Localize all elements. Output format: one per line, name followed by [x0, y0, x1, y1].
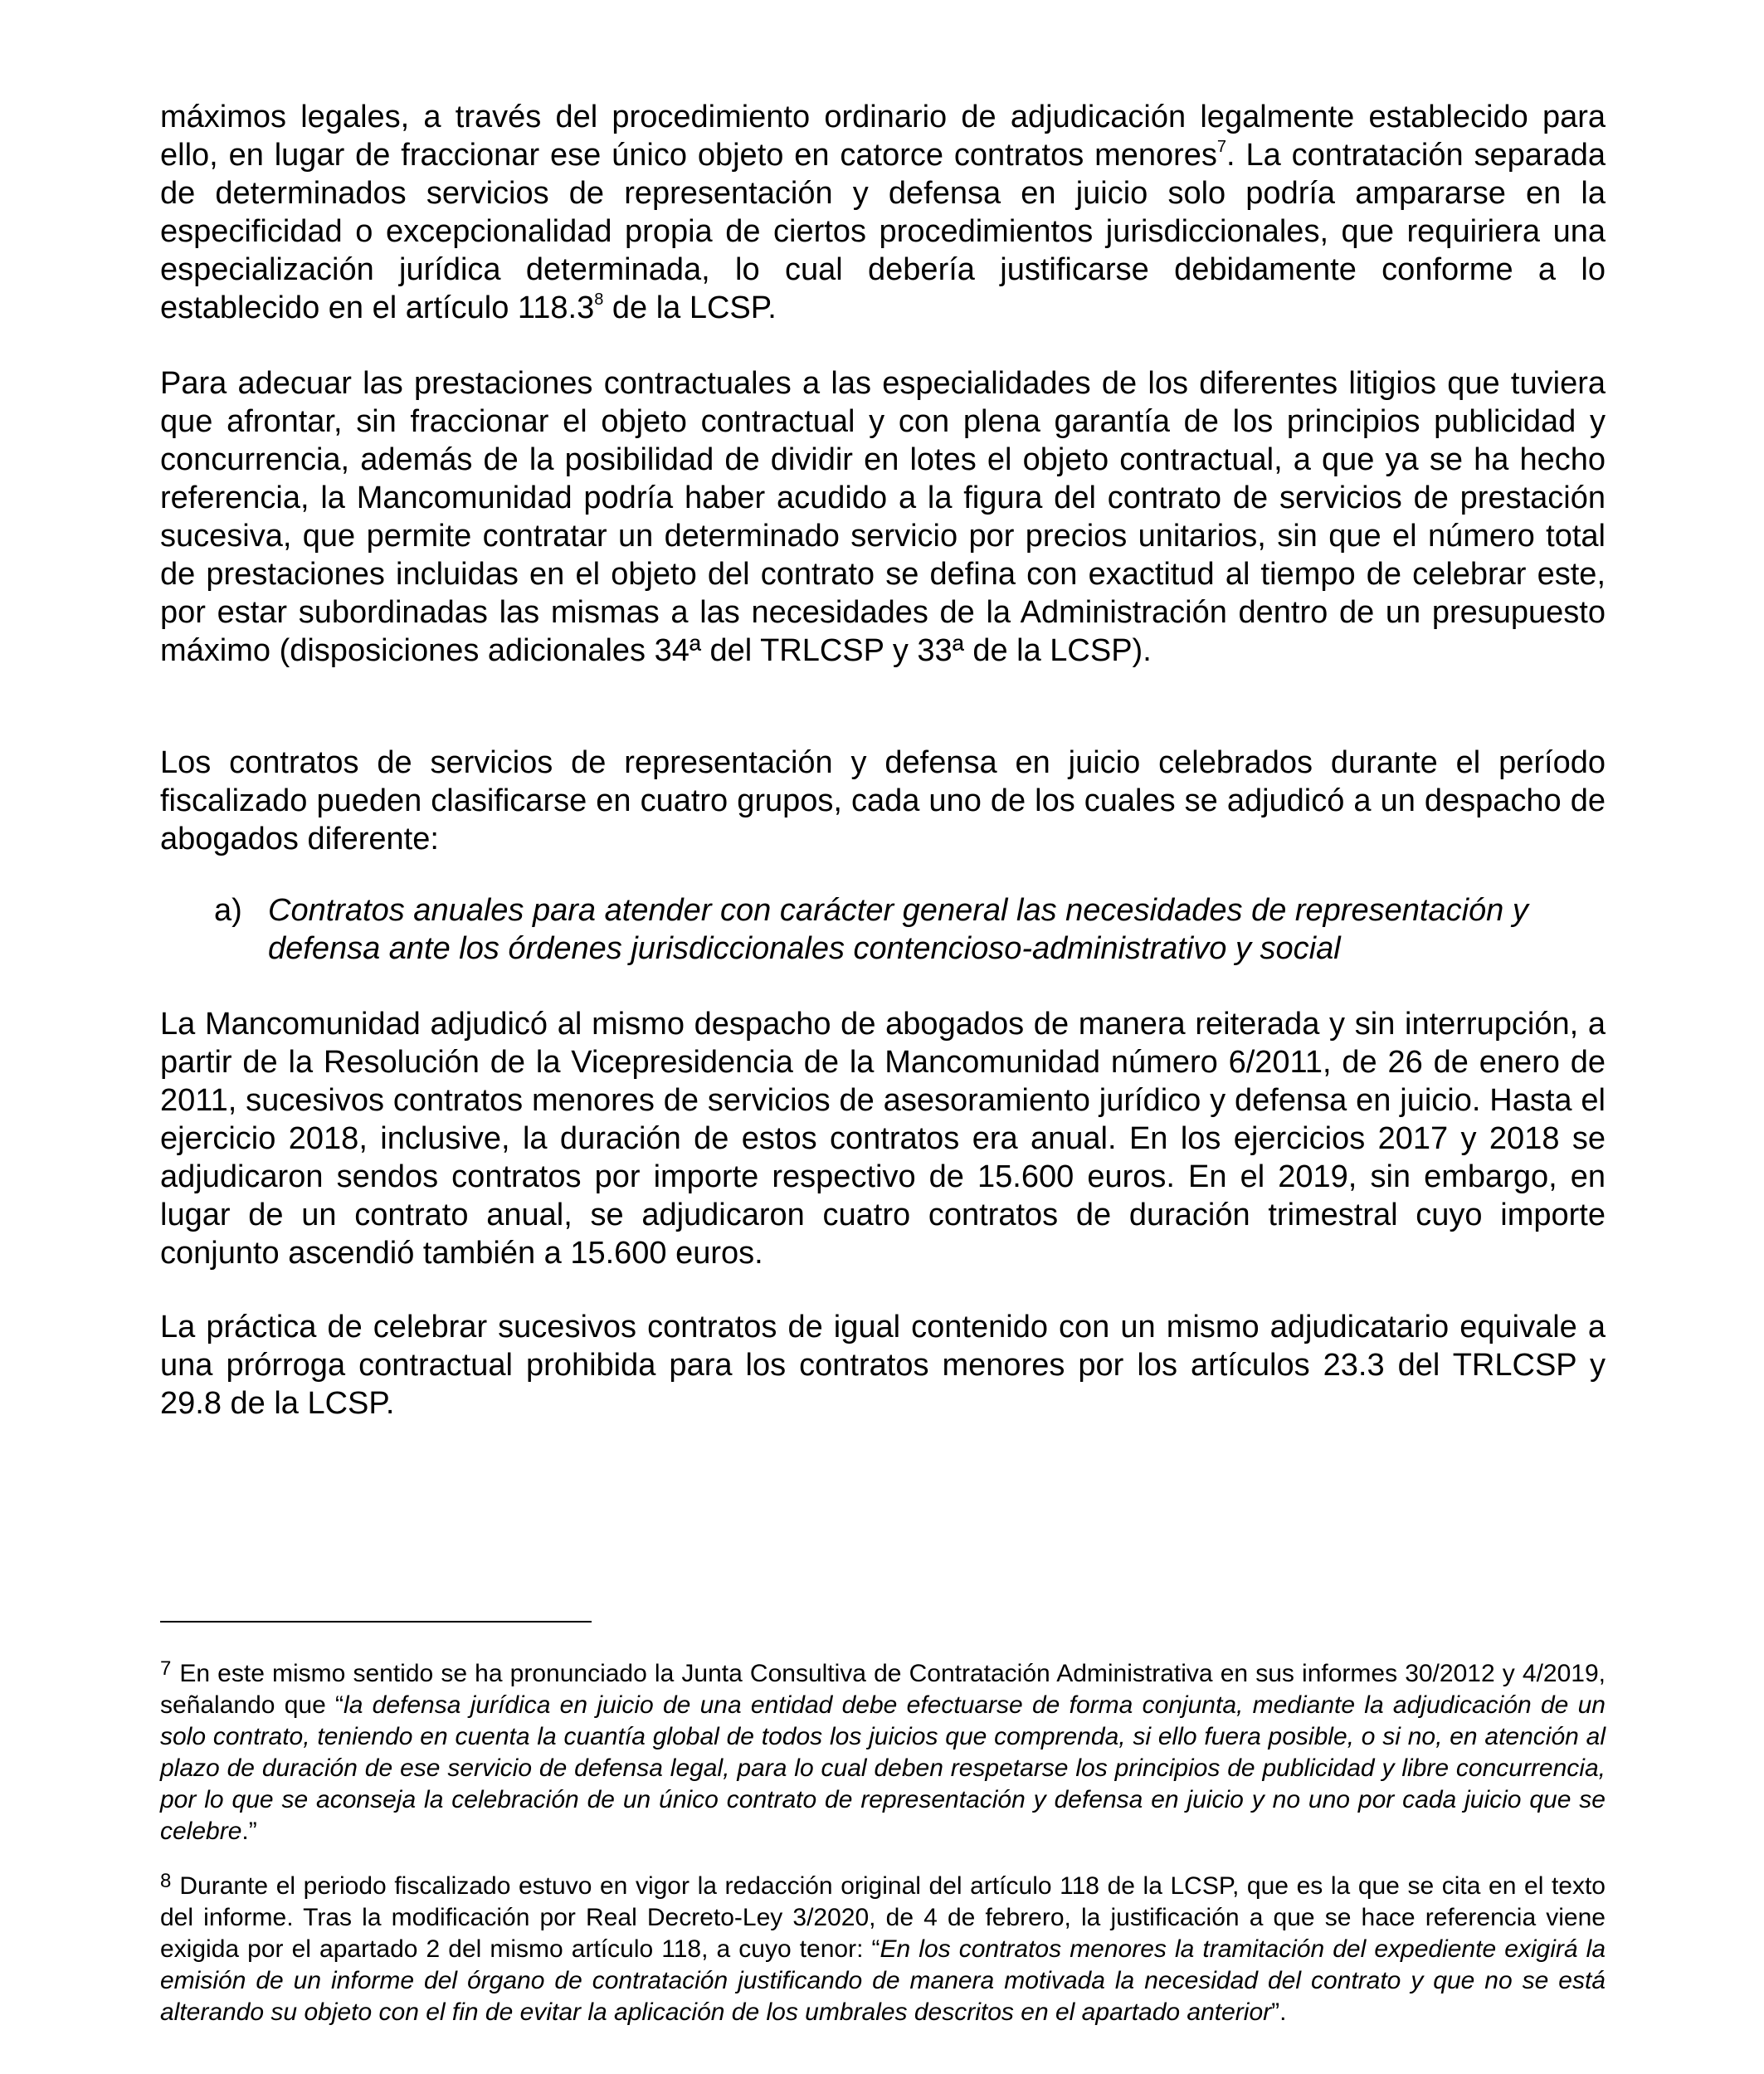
footnote-ref-8[interactable]: 8 [594, 290, 604, 309]
footnote-7-quote: la defensa jurídica en juicio de una entidad debe efectuarse de forma conjunta, mediante la adjudicación de un solo contrato, teniendo en cuenta la cuantía global de todos los juicios que comprenda, si ello fuera posible, o si no, en atención al plazo de duración de ese servicio de defensa legal, para lo cual deben respetarse los principios de publicidad y libre concurrencia, por lo que se aconseja la celebración de un único contrato de representación y defensa en juicio y no uno por cada juicio que se celebre [160, 1691, 1606, 1845]
footnote-8-text: Durante el periodo fiscalizado estuvo en vigor la redacción original del artículo 118 de la LCSP, que es la que se cita en el texto del informe. Tras la modificación por Real Decreto-Ley 3/2020, de 4 de febrero, la justificación a que se hace referencia viene exigida por el apartado 2 del mismo artículo 118, a cuyo tenor: “ [160, 1872, 1606, 1963]
footnote-8-quote: En los contratos menores la tramitación del expediente exigirá la emisión de un informe del órgano de contratación justificando de manera motivada la necesidad del contrato y que no se está alterando su objeto con el fin de evitar la aplicación de los umbrales descritos en el apartado anterior [160, 1935, 1606, 2026]
footnote-8-number: 8 [160, 1870, 172, 1892]
footnote-7-number: 7 [160, 1657, 172, 1680]
footnote-7-text: En este mismo sentido se ha pronunciado la Junta Consultiva de Contratación Administrativa en sus informes 30/2012 y 4/2019, señalando que “ [160, 1660, 1606, 1719]
paragraph-4: La Mancomunidad adjudicó al mismo despacho de abogados de manera reiterada y sin interrupción, a partir de la Resolución de la Vicepresidencia de la Mancomunidad número 6/2011, de 26 de enero de 2011, sucesivos contratos menores de servicios de asesoramiento jurídico y defensa en juicio. Hasta el ejercicio 2018, inclusive, la duración de estos contratos era anual. En los ejercicios 2017 y 2018 se adjudicaron sendos contratos por importe respectivo de 15.600 euros. En el 2019, sin embargo, en lugar de un contrato anual, se adjudicaron cuatro contratos de duración trimestral cuyo importe conjunto ascendió también a 15.600 euros. [160, 1007, 1606, 1271]
paragraph-1-text-after: de la LCSP. [603, 290, 777, 325]
footnote-7 [160, 1658, 1606, 1847]
list-marker: a) [214, 893, 242, 928]
paragraph-1-text-before: máximos legales, a través del procedimiento ordinario de adjudicación legalmente establecido para ello, en lugar de fraccionar ese único objeto en catorce contratos menores [160, 100, 1606, 173]
footnote-8-end: ”. [1271, 1998, 1287, 2026]
footnote-separator [160, 1621, 592, 1623]
footnote-8 [160, 1871, 1606, 2028]
paragraph-2: Para adecuar las prestaciones contractuales a las especialidades de los diferentes litigios que tuviera que afrontar, sin fraccionar el objeto contractual y con plena garantía de los principios publicidad y concurrencia, además de la posibilidad de dividir en lotes el objeto contractual, a que ya se ha hecho referencia, la Mancomunidad podría haber acudido a la figura del contrato de servicios de prestación sucesiva, que permite contratar un determinado servicio por precios unitarios, sin que el número total de prestaciones incluidas en el objeto del contrato se defina con exactitud al tiempo de celebrar este, por estar subordinadas las mismas a las necesidades de la Administración dentro de un presupuesto máximo (disposiciones adicionales 34ª del TRLCSP y 33ª de la LCSP). [160, 366, 1606, 668]
paragraph-1 [160, 98, 1606, 327]
section-heading-a [214, 891, 1606, 968]
paragraph-1-text-middle: . La contratación separada de determinados servicios de representación y defensa en juicio solo podría ampararse en la especificidad o excepcionalidad propia de ciertos procedimientos jurisdiccionales, que requiriera una especialización jurídica determinada, lo cual debería justificarse debidamente conforme a lo establecido en el artículo 118.3 [160, 138, 1606, 325]
footnote-ref-7[interactable]: 7 [1216, 138, 1227, 156]
paragraph-5: La práctica de celebrar sucesivos contratos de igual contenido con un mismo adjudicatario equivale a una prórroga contractual prohibida para los contratos menores por los artículos 23.3 del TRLCSP y 29.8 de la LCSP. [160, 1310, 1606, 1421]
paragraph-3: Los contratos de servicios de representación y defensa en juicio celebrados durante el período fiscalizado pueden clasificarse en cuatro grupos, cada uno de los cuales se adjudicó a un despacho de abogados diferente: [160, 745, 1606, 856]
section-heading-text: Contratos anuales para atender con carácter general las necesidades de representación y defensa ante los órdenes jurisdiccionales contencioso-administrativo y social [268, 893, 1528, 966]
footnote-7-end: .” [241, 1818, 257, 1845]
